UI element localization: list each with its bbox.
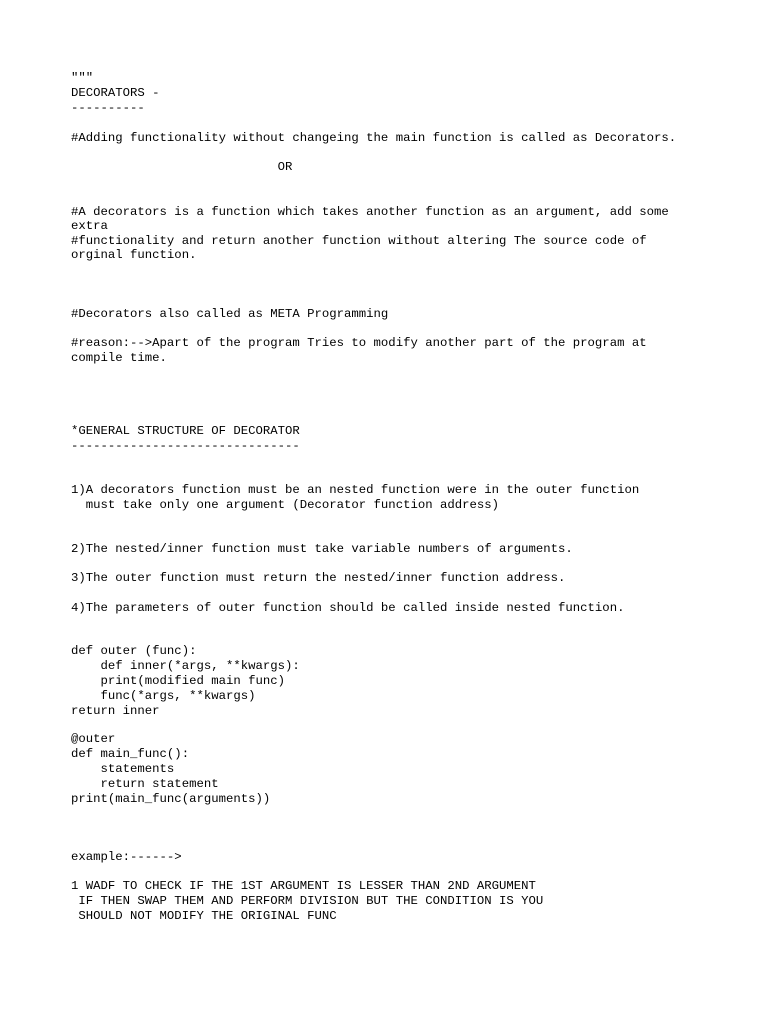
- definition-alt-line-1: #A decorators is a function which takes another function as an argument, add some: [71, 205, 669, 219]
- code-line-return-statement: return statement: [71, 777, 219, 791]
- example-line-3: SHOULD NOT MODIFY THE ORIGINAL FUNC: [71, 909, 337, 923]
- meta-programming-line: #Decorators also called as META Programming: [71, 307, 389, 321]
- definition-alt-line-3: #functionality and return another function without altering The source code of: [71, 234, 647, 248]
- rule-3: 3)The outer function must return the nested/inner function address.: [71, 571, 566, 585]
- heading-structure-underline: -------------------------------: [71, 439, 300, 453]
- code-line-print: print(modified main func): [71, 674, 286, 688]
- code-line-def-inner: def inner(*args, **kwargs):: [71, 659, 300, 673]
- reason-line-1: #reason:-->Apart of the program Tries to modify another part of the program at: [71, 336, 647, 350]
- code-line-return-inner: return inner: [71, 704, 160, 718]
- definition-alt-line-4: orginal function.: [71, 248, 197, 262]
- or-separator: OR: [71, 160, 293, 174]
- rule-1-line-2: must take only one argument (Decorator function address): [71, 498, 500, 512]
- example-line-1: 1 WADF TO CHECK IF THE 1ST ARGUMENT IS LESSER THAN 2ND ARGUMENT: [71, 879, 536, 893]
- rule-1-line-1: 1)A decorators function must be an nested function were in the outer function: [71, 483, 640, 497]
- rule-4: 4)The parameters of outer function should be called inside nested function.: [71, 601, 625, 615]
- definition-alt-line-2: extra: [71, 219, 108, 233]
- heading-general-structure: *GENERAL STRUCTURE OF DECORATOR: [71, 424, 300, 438]
- code-line-print-main: print(main_func(arguments)): [71, 792, 271, 806]
- reason-line-2: compile time.: [71, 351, 167, 365]
- code-line-decorator: @outer: [71, 732, 116, 746]
- heading-decorators: DECORATORS -: [71, 86, 160, 100]
- example-line-2: IF THEN SWAP THEM AND PERFORM DIVISION BUT THE CONDITION IS YOU: [71, 894, 544, 908]
- code-line-func-call: func(*args, **kwargs): [71, 689, 256, 703]
- definition-line: #Adding functionality without changeing the main function is called as Decorators.: [71, 131, 677, 145]
- code-line-def-main: def main_func():: [71, 747, 190, 761]
- example-label: example:------>: [71, 850, 182, 864]
- code-line-def-outer: def outer (func):: [71, 644, 197, 658]
- heading-underline: ----------: [71, 101, 145, 115]
- docstring-open: """: [71, 71, 94, 85]
- code-line-statements: statements: [71, 762, 175, 776]
- rule-2: 2)The nested/inner function must take variable numbers of arguments.: [71, 542, 573, 556]
